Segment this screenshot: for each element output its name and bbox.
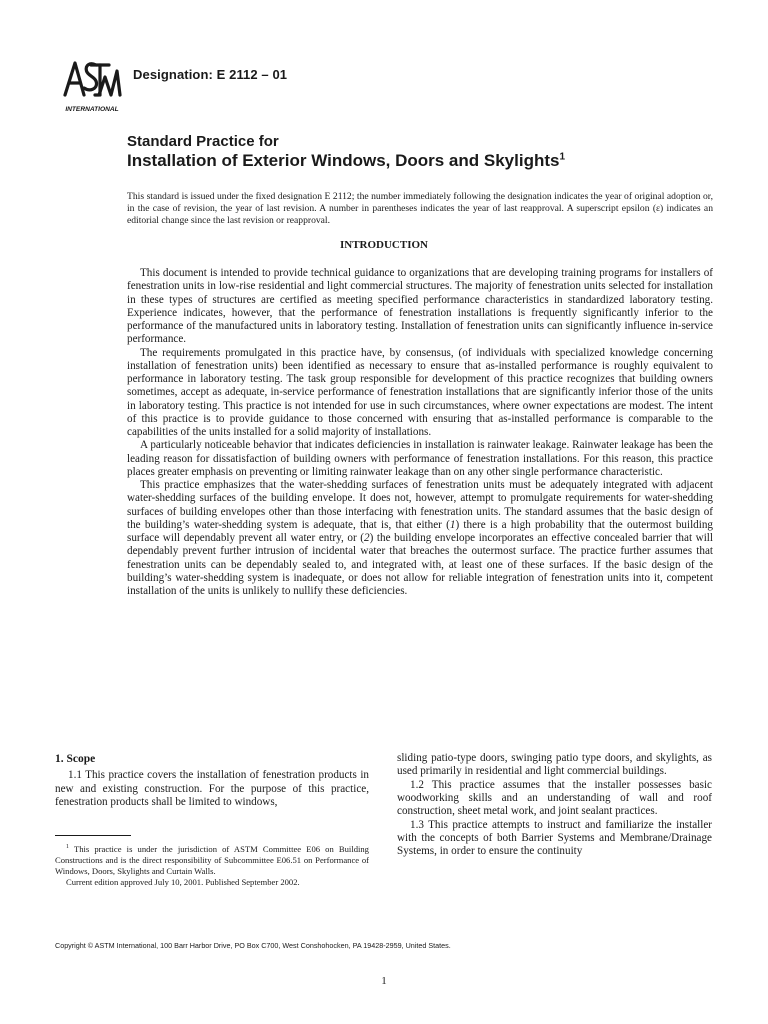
footnote-divider (55, 835, 131, 836)
footnote-text: This practice is under the jurisdiction of ASTM Committee E06 on Building Constructions and is the direct responsibility of Subcommittee E06.51 on Performance of Windows, Doors, Skylights and Curtain Walls. (55, 843, 369, 877)
scope-1-3: 1.3 This practice attempts to instruct and familiarize the installer with the concepts of both Barrier Systems and Membrane/Drainage Systems, in order to ensure the continuity (397, 818, 712, 858)
footnote-1 (55, 842, 369, 877)
scope-heading: 1. Scope (55, 753, 96, 765)
right-column (397, 752, 712, 859)
designation: Designation: E 2112 – 01 (133, 67, 288, 82)
standard-issuance-note: This standard is issued under the fixed designation E 2112; the number immediately following the designation indicates the year of original adoption or, in the case of revision, the year of last revision. A number in parentheses indicates the year of last reapproval. A superscript epsilon (ε) indicates an editorial change since the last revision or reapproval. (127, 191, 713, 227)
document-title-text: Installation of Exterior Windows, Doors and Skylights (127, 151, 560, 170)
footnote (55, 842, 369, 889)
scope-1-1: 1.1 This practice covers the installation of fenestration products in new and existing construction. For the purpose of this practice, fenestration products shall be limited to windows, (55, 769, 369, 809)
astm-logo-icon (62, 55, 122, 115)
intro-p4-text: ) the building envelope incorporates an effective concealed barrier that will dependably prevent further intrusion of incidental water that breaches the outermost surface. The practice further assumes that fenestration units can be dependably sealed to, and integrated with, at least one of these surfaces. If the basic design of the building’s water-shedding system is inadequate, or does not allow for reliable integration of fenestration units into it, competent installation of the units is unlikely to nullify these deficiencies. (127, 532, 713, 597)
copyright-notice: Copyright © ASTM International, 100 Barr Harbor Drive, PO Box C700, West Conshohocken, PA 19428-2959, United States. (55, 941, 451, 950)
introduction-body (127, 267, 713, 598)
logo-international-text: INTERNATIONAL (65, 106, 119, 113)
page-number: 1 (381, 975, 387, 987)
intro-paragraph: The requirements promulgated in this practice have, by consensus, (of individuals with specialized knowledge concerning installation of fenestration units) been identified as necessary to ensure that as-installed performance is roughly equivalent to performance in laboratory testing. The task group responsible for development of this practice recognizes that building owners sometimes, accept as adequate, in-service performance of fenestration installations that are significantly inferior those of the units in laboratory testing. This practice is not intended for use in such circumstances, where owner expectations are modest. The intent of this practice is to provide guidance to those concerned with ensuring that as-installed performance is comparable to the capabilities of the units installed for a solid majority of installations. (127, 346, 713, 438)
left-column (55, 752, 369, 809)
document-title (127, 151, 565, 171)
introduction-heading: INTRODUCTION (339, 239, 428, 251)
intro-p4-item-number: 2 (364, 532, 370, 544)
footnote-edition: Current edition approved July 10, 2001. Published September 2002. (66, 877, 300, 888)
footnote-marker: 1 (66, 844, 69, 850)
intro-paragraph: This document is intended to provide technical guidance to organizations that are developing training programs for installers of fenestration units in low-rise residential and light commercial structures. The majority of fenestration units selected for installation in these types of structures are certified as meeting specified performance characteristics in standardized laboratory testing. Experience indicates, however, that the performance of fenestration installations is frequently significantly inferior to the performance of the manufactured units in laboratory testing. Installation of fenestration units can significantly influence in-service performance. (127, 267, 713, 346)
intro-p4-text: This practice emphasizes that the water-shedding surfaces of fenestration units must be adequately integrated with adjacent water-shedding surfaces of the building envelope. It does not, however, attempt to promulgate requirements for water-shedding surfaces of building envelopes other than those interfacing with fenestration units. The standard assumes that the basic design of the building’s water-shedding system is adequate, that is, that either ( (127, 479, 713, 531)
intro-p4-item-number: 1 (449, 518, 456, 531)
astm-logo (62, 55, 122, 115)
intro-p4-text: ) there is a high probability that the outermost building surface will dependably prevent all water entry, or ( (127, 518, 713, 544)
scope-1-1-continued: sliding patio-type doors, swinging patio type doors, and skylights, as used primarily in residential and light commercial buildings. (397, 752, 712, 778)
title-footnote-ref[interactable]: 1 (559, 151, 566, 163)
scope-1-2: 1.2 This practice assumes that the installer possesses basic woodworking skills and an understanding of wall and roof construction, sheet metal work, and joint sealant practices. (397, 778, 712, 818)
intro-paragraph: A particularly noticeable behavior that indicates deficiencies in installation is rainwater leakage. Rainwater leakage has been the leading reason for dissatisfaction of building owners with performance of fenestration installations. For this reason, this practice places greater emphasis on preventing or limiting rainwater leakage than on any other single performance characteristic. (127, 439, 713, 478)
title-prefix: Standard Practice for (127, 133, 279, 150)
intro-paragraph (127, 479, 713, 598)
